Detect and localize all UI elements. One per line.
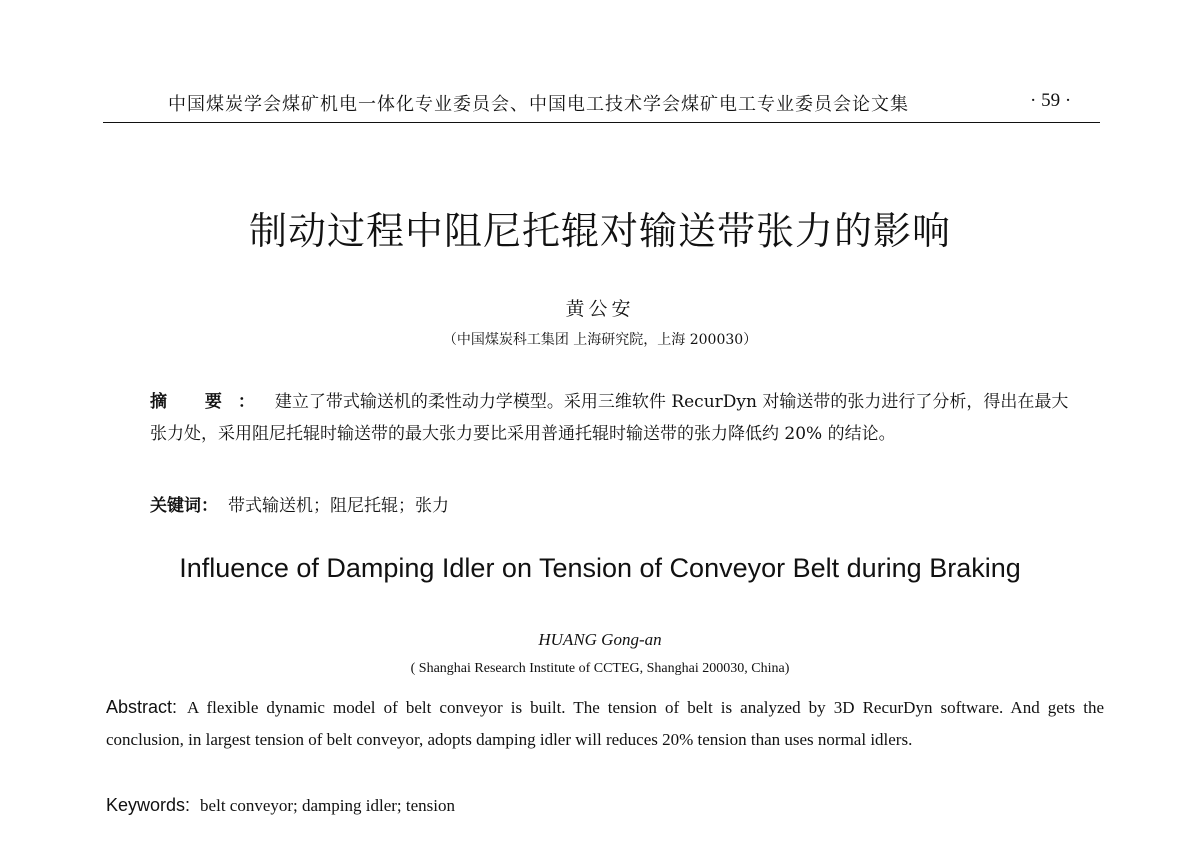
header-rule: [103, 122, 1100, 123]
chinese-author: 黄公安: [565, 298, 635, 320]
english-abstract-text: A flexible dynamic model of belt conveyor is built. The tension of belt is analyzed by 3D RecurDyn software. And gets the conclusion, in largest tension of belt conveyor, adopts damping idler will reduces 20% tension than uses normal idlers.: [106, 698, 1104, 749]
chinese-keywords: [150, 490, 1070, 522]
chinese-keywords-text: 带式输送机；阻尼托辊；张力: [228, 496, 449, 516]
chinese-title: 制动过程中阻尼托辊对输送带张力的影响: [248, 209, 951, 253]
running-header: 中国煤炭学会煤矿机电一体化专业委员会、中国电工技术学会煤矿电工专业委员会论文集: [168, 94, 909, 115]
english-affiliation: ( Shanghai Research Institute of CCTEG, Shanghai 200030, China): [410, 661, 790, 676]
english-abstract: [106, 691, 1104, 756]
english-keywords-text: belt conveyor; damping idler; tension: [200, 796, 455, 815]
english-abstract-label: Abstract:: [106, 697, 178, 717]
english-keywords: [106, 789, 1104, 822]
chinese-abstract-text: 建立了带式输送机的柔性动力学模型。采用三维软件 RecurDyn 对输送带的张力进行了分析，得出在最大张力处，采用阻尼托辊时输送带的最大张力要比采用普通托辊时输送带的张力降低约 20% 的结论。: [150, 392, 1069, 444]
page-number: · 59 ·: [1030, 90, 1072, 111]
english-keywords-label: Keywords:: [106, 795, 191, 815]
chinese-abstract: [150, 386, 1070, 450]
english-title: Influence of Damping Idler on Tension of Conveyor Belt during Braking: [179, 553, 1021, 583]
english-author: HUANG Gong-an: [538, 630, 662, 649]
chinese-affiliation: （中国煤炭科工集团 上海研究院，上海 200030）: [442, 332, 758, 348]
chinese-abstract-label: 摘 要：: [150, 392, 271, 412]
chinese-keywords-label: 关键词：: [150, 496, 218, 516]
